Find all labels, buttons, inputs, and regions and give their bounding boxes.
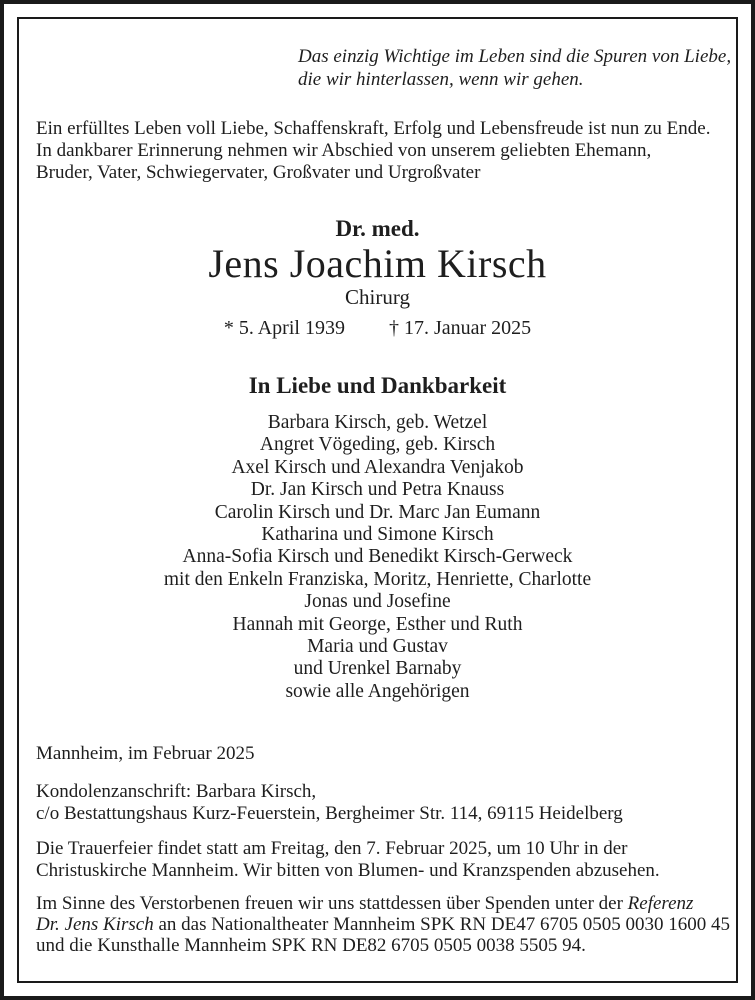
intro-line: Bruder, Vater, Schwiegervater, Großvater und Urgroßvater (36, 162, 481, 183)
condolence-line: Kondolenzanschrift: Barbara Kirsch, (36, 781, 317, 803)
donation-line: und die Kunsthalle Mannheim SPK RN DE82 6705 0505 0038 5505 94. (36, 935, 586, 957)
deceased-block (36, 215, 719, 340)
epigraph-line: die wir hinterlassen, wenn wir gehen. (298, 69, 584, 90)
funeral-info (36, 838, 719, 882)
mourner-line: Dr. Jan Kirsch und Petra Knauss (250, 479, 505, 501)
mourner-line: Katharina und Simone Kirsch (261, 524, 494, 546)
birth-date: * 5. April 1939 (223, 317, 345, 339)
donation-info (36, 893, 730, 957)
condolence-line: c/o Bestattungshaus Kurz-Feuerstein, Bergheimer Str. 114, 69115 Heidelberg (36, 803, 623, 825)
mourners-list (36, 412, 719, 703)
mourner-line: sowie alle Angehörigen (285, 680, 470, 702)
intro-line: In dankbarer Erinnerung nehmen wir Abschied von unserem geliebten Ehemann, (36, 140, 652, 161)
life-dates (36, 316, 719, 340)
intro-line: Ein erfülltes Leben voll Liebe, Schaffenskraft, Erfolg und Lebensfreude ist nun zu Ende. (36, 118, 711, 139)
donation-reference-italic: Dr. Jens Kirsch (36, 914, 154, 936)
deceased-name: Jens Joachim Kirsch (208, 241, 547, 286)
funeral-line: Christuskirche Mannheim. Wir bitten von Blumen- und Kranzspenden abzusehen. (36, 860, 660, 882)
mourner-line: Barbara Kirsch, geb. Wetzel (267, 412, 488, 433)
mourner-line: Hannah mit George, Esther und Ruth (232, 613, 523, 635)
dateline: Mannheim, im Februar 2025 (36, 743, 255, 765)
donation-reference-italic: Referenz (627, 893, 694, 915)
mourner-line: Jonas und Josefine (304, 591, 451, 613)
mourner-line: Anna-Sofia Kirsch und Benedikt Kirsch-Gerweck (182, 546, 573, 568)
mourner-line: Axel Kirsch und Alexandra Venjakob (231, 456, 524, 478)
deceased-title: Dr. med. (335, 216, 420, 241)
donation-line: Dr. Jens Kirsch an das Nationaltheater Mannheim SPK RN DE47 6705 0505 0030 1600 45 (36, 914, 730, 936)
death-date: † 17. Januar 2025 (388, 317, 532, 339)
mourner-line: Maria und Gustav (307, 636, 448, 658)
intro-paragraph (36, 118, 719, 184)
donation-line: Im Sinne des Verstorbenen freuen wir uns stattdessen über Spenden unter der Referenz (36, 893, 694, 915)
epigraph-line: Das einzig Wichtige im Leben sind die Spuren von Liebe, (298, 46, 732, 67)
obituary-inner-frame (17, 17, 738, 983)
deceased-profession: Chirurg (345, 285, 410, 309)
mourner-line: Angret Vögeding, geb. Kirsch (259, 434, 496, 456)
mourning-heading: In Liebe und Dankbarkeit (248, 373, 507, 398)
mourner-line: mit den Enkeln Franziska, Moritz, Henriette, Charlotte (163, 568, 592, 590)
epigraph (36, 45, 732, 91)
mourner-line: Carolin Kirsch und Dr. Marc Jan Eumann (214, 501, 541, 523)
funeral-line: Die Trauerfeier findet statt am Freitag, den 7. Februar 2025, um 10 Uhr in der (36, 838, 628, 860)
condolence-address (36, 781, 719, 825)
mourner-line: und Urenkel Barnaby (293, 658, 462, 680)
